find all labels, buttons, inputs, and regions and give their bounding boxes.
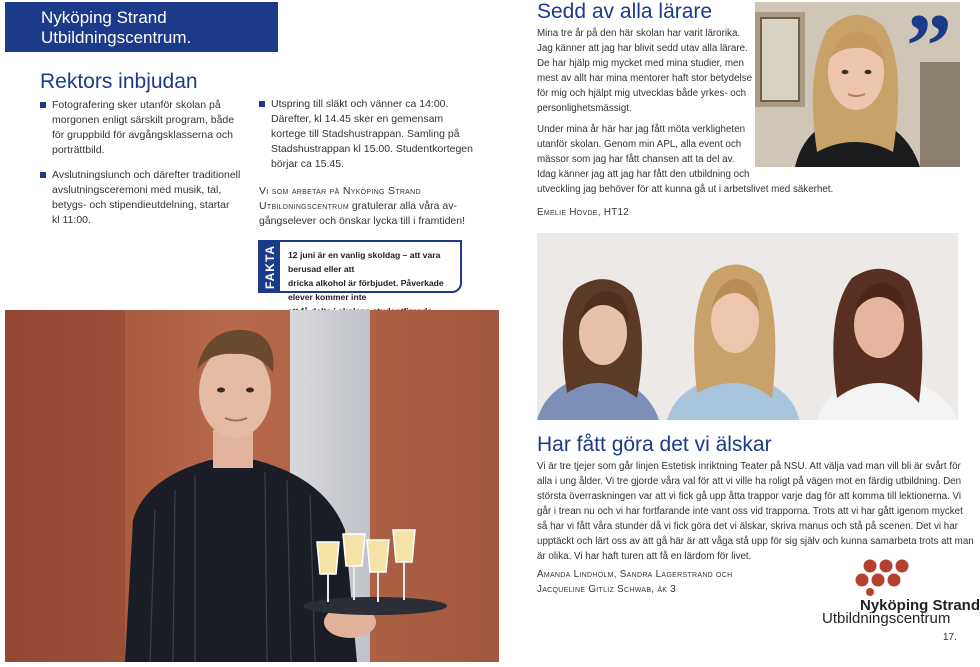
bullet-list-col2 xyxy=(259,97,474,182)
school-logo xyxy=(822,558,980,628)
heading-rektors-inbjudan: Rektors inbjudan xyxy=(40,70,198,93)
bullet-item: Avslutningslunch och därefter traditionell avslutningsceremoni med musik, tal, betygs- och stipendieutdelning, startar kl 11:00. xyxy=(40,168,255,228)
page-number: 17. xyxy=(943,632,957,643)
testimonial-text-2: Under mina år här har jag fått möta verkligheten utanför skolan. Genom min APL, alla event och mässor som jag har fått chansen att ta del av. Idag känner jag att jag har fått den utbildning och utveckling jag behöver för att kunna gå ut i arbetslivet med säkerhet. xyxy=(537,124,834,195)
heading-sedd-av-alla-larare: Sedd av alla lärare xyxy=(537,0,713,23)
brand-header xyxy=(5,2,278,52)
fakta-box xyxy=(258,240,462,302)
bullet-item: Fotografering sker utanför skolan på morgonen enligt särskilt program, både för gruppbild för avgångsklasserna och porträttbild. xyxy=(40,98,255,158)
photo-three-students xyxy=(537,233,958,420)
testimonial-text-3: Vi är tre tjejer som går linjen Estetisk inriktning Teater på NSU. Att välja vad man vill bli är svårt för alla i ung ålder. Vi tre gjorde våra val för att vi ville ha roligt på vägen mot en färdig utbildning. Den största överraskningen var att vi fick gå upp åtta trappor varje dag för att komma till lektionerna. Vi går i trean nu och vi har fortfarande inte vant oss vid trapporna. Trots att vi har gått igenom mycket så har vi fått våra stunder då vi fick göra det vi älskar, skriva manus och stå på scenen. Det vi har upptäckt och lärt oss av att gå här är att våga stå upp för sig själv och kunna samarbeta trots att man är olika. Vi har haft turen att få en lärdom för livet. xyxy=(537,461,974,562)
quote-mark-icon xyxy=(898,0,960,46)
bullet-list-col1 xyxy=(40,98,255,238)
fakta-text: 12 juni är en vanlig skoldag – att vara berusad eller att dricka alkohol är förbjudet. Påverkade elever kommer inte xyxy=(288,250,444,302)
brand-line-1: Nyköping Strand xyxy=(41,8,167,27)
signature-emelie: Emelie Hovde, HT12 xyxy=(537,207,629,218)
brand-line-2: Utbildningscentrum. xyxy=(41,28,192,47)
logo-name-1: Nyköping Strand xyxy=(860,597,980,614)
heading-har-fatt-gora: Har fått göra det vi älskar xyxy=(537,433,772,456)
testimonial-text-1: Mina tre år på den här skolan har varit lärorika. Jag känner att jag har blivit sedd utav alla lärare. De har hjälp mig mycket med mina studier, men mest av allt har mina mentorer haft stor betydelse för mig och hjälpt mig utvecklas både yrkes- och personlighetsmässigt. xyxy=(537,28,753,114)
logo-name-2: Utbildningscentrum xyxy=(822,610,951,627)
logo-dots-icon xyxy=(848,558,918,596)
bullet-item: Utspring till släkt och vänner ca 14:00. Därefter, kl 14.45 sker en gemensam kortege till Stadshustrappan. Samling på Stadshustrappan kl 15.00. Studentkortegen börjar ca 15.45. xyxy=(259,97,474,172)
closing-text: Vi som arbetar på Nyköping Strand Utbildningscentrum gratulerar alla våra av- gångselever och önskar lycka till i framtiden! xyxy=(259,185,466,227)
fakta-tag: FAKTA xyxy=(260,242,280,291)
photo-student-with-champagne xyxy=(5,310,499,662)
signature-three-students: Amanda Lindholm, Sandra Lagerstrand och Jacqueline Gitliz Schwab, åk 3 xyxy=(537,569,733,595)
